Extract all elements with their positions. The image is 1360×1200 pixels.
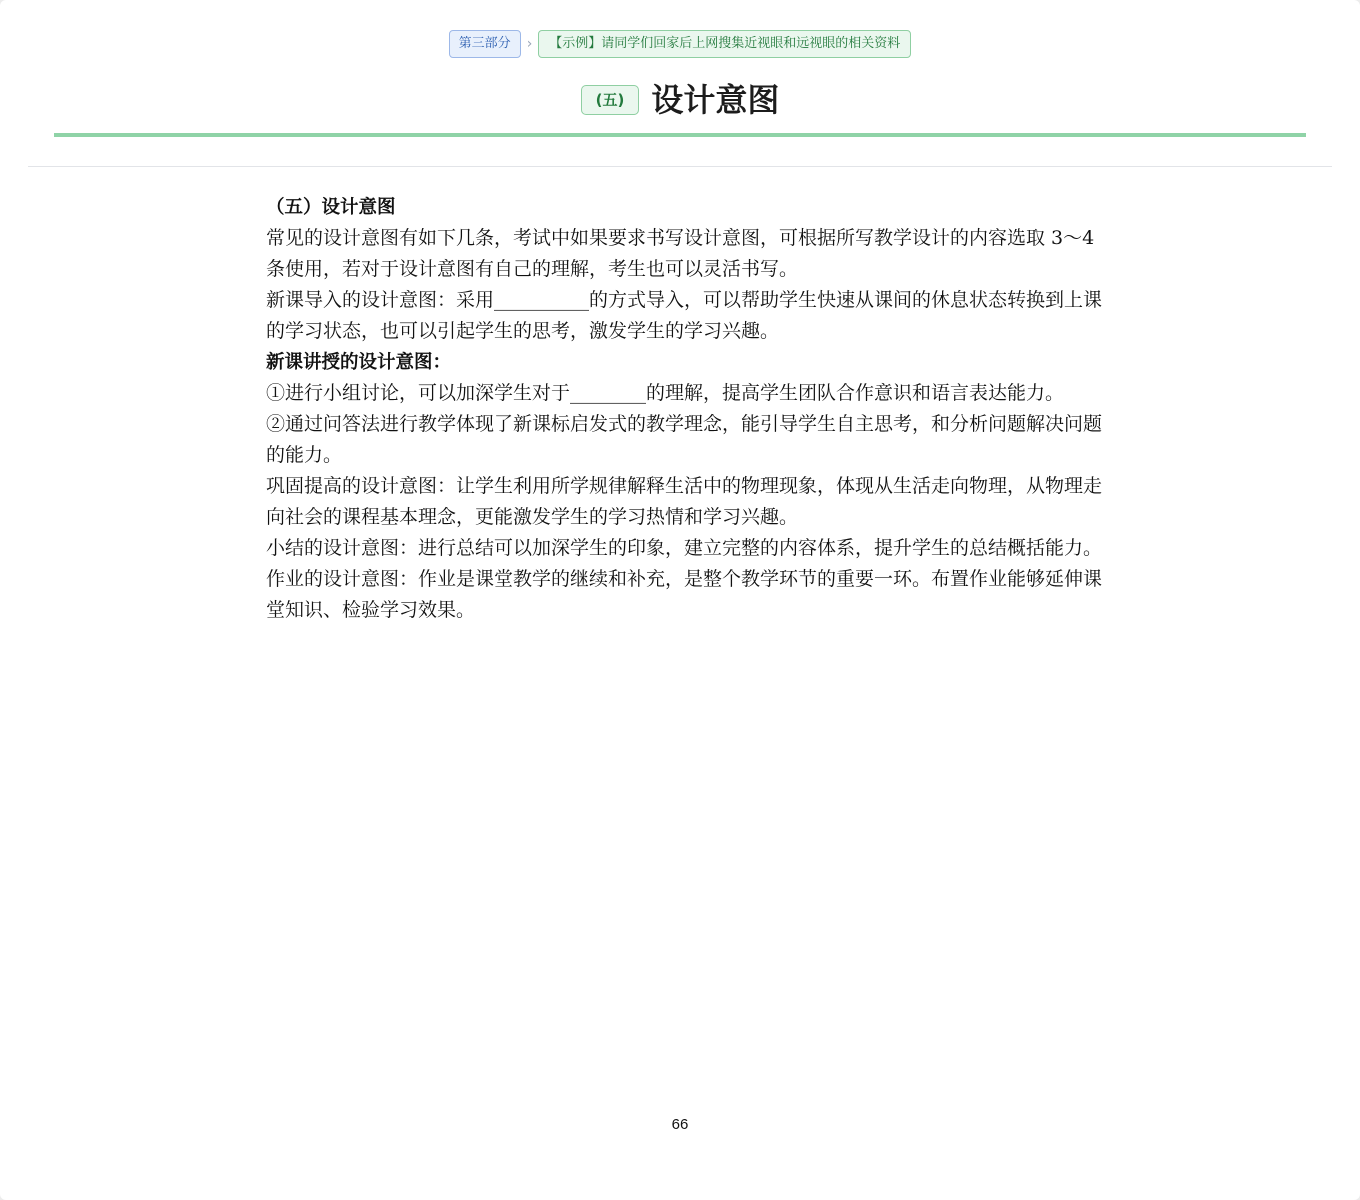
header-divider bbox=[28, 166, 1332, 167]
paragraph-heading: 新课讲授的设计意图： bbox=[266, 352, 452, 373]
breadcrumb-part[interactable]: 第三部分 bbox=[449, 30, 521, 58]
title-underline bbox=[54, 133, 1306, 137]
breadcrumb bbox=[0, 30, 1360, 58]
document-body bbox=[266, 192, 1106, 626]
page-number: 66 bbox=[671, 1116, 689, 1133]
paragraph-heading: （五）设计意图 bbox=[266, 197, 396, 218]
paragraph: 常见的设计意图有如下几条，考试中如果要求书写设计意图，可根据所写教学设计的内容选取 3～4 条使用，若对于设计意图有自己的理解，考生也可以灵活书写。 bbox=[266, 227, 1095, 280]
paragraph: ②通过问答法进行教学体现了新课标启发式的教学理念，能引导学生自主思考，和分析问题解决问题的能力。 bbox=[266, 413, 1103, 466]
paragraph: 作业的设计意图：作业是课堂教学的继续和补充，是整个教学环节的重要一环。布置作业能够延伸课堂知识、检验学习效果。 bbox=[266, 568, 1103, 621]
breadcrumb-current[interactable]: 【示例】请同学们回家后上网搜集近视眼和远视眼的相关资料 bbox=[538, 30, 911, 58]
breadcrumb-separator-icon: › bbox=[526, 36, 533, 52]
paragraph: 巩固提高的设计意图：让学生利用所学规律解释生活中的物理现象，体现从生活走向物理，从物理走向社会的课程基本理念，更能激发学生的学习热情和学习兴趣。 bbox=[266, 475, 1103, 528]
paragraph: ①进行小组讨论，可以加深学生对于________的理解，提高学生团队合作意识和语言表达能力。 bbox=[266, 382, 1065, 404]
paragraph: 新课导入的设计意图：采用__________的方式导入，可以帮助学生快速从课间的休息状态转换到上课的学习状态，也可以引起学生的思考，激发学生的学习兴趣。 bbox=[266, 289, 1103, 342]
paragraph: 小结的设计意图：进行总结可以加深学生的印象，建立完整的内容体系，提升学生的总结概括能力。 bbox=[266, 537, 1103, 559]
section-number-badge: (五) bbox=[581, 85, 640, 115]
page-title: 设计意图 bbox=[651, 81, 780, 119]
section-header bbox=[0, 80, 1360, 120]
